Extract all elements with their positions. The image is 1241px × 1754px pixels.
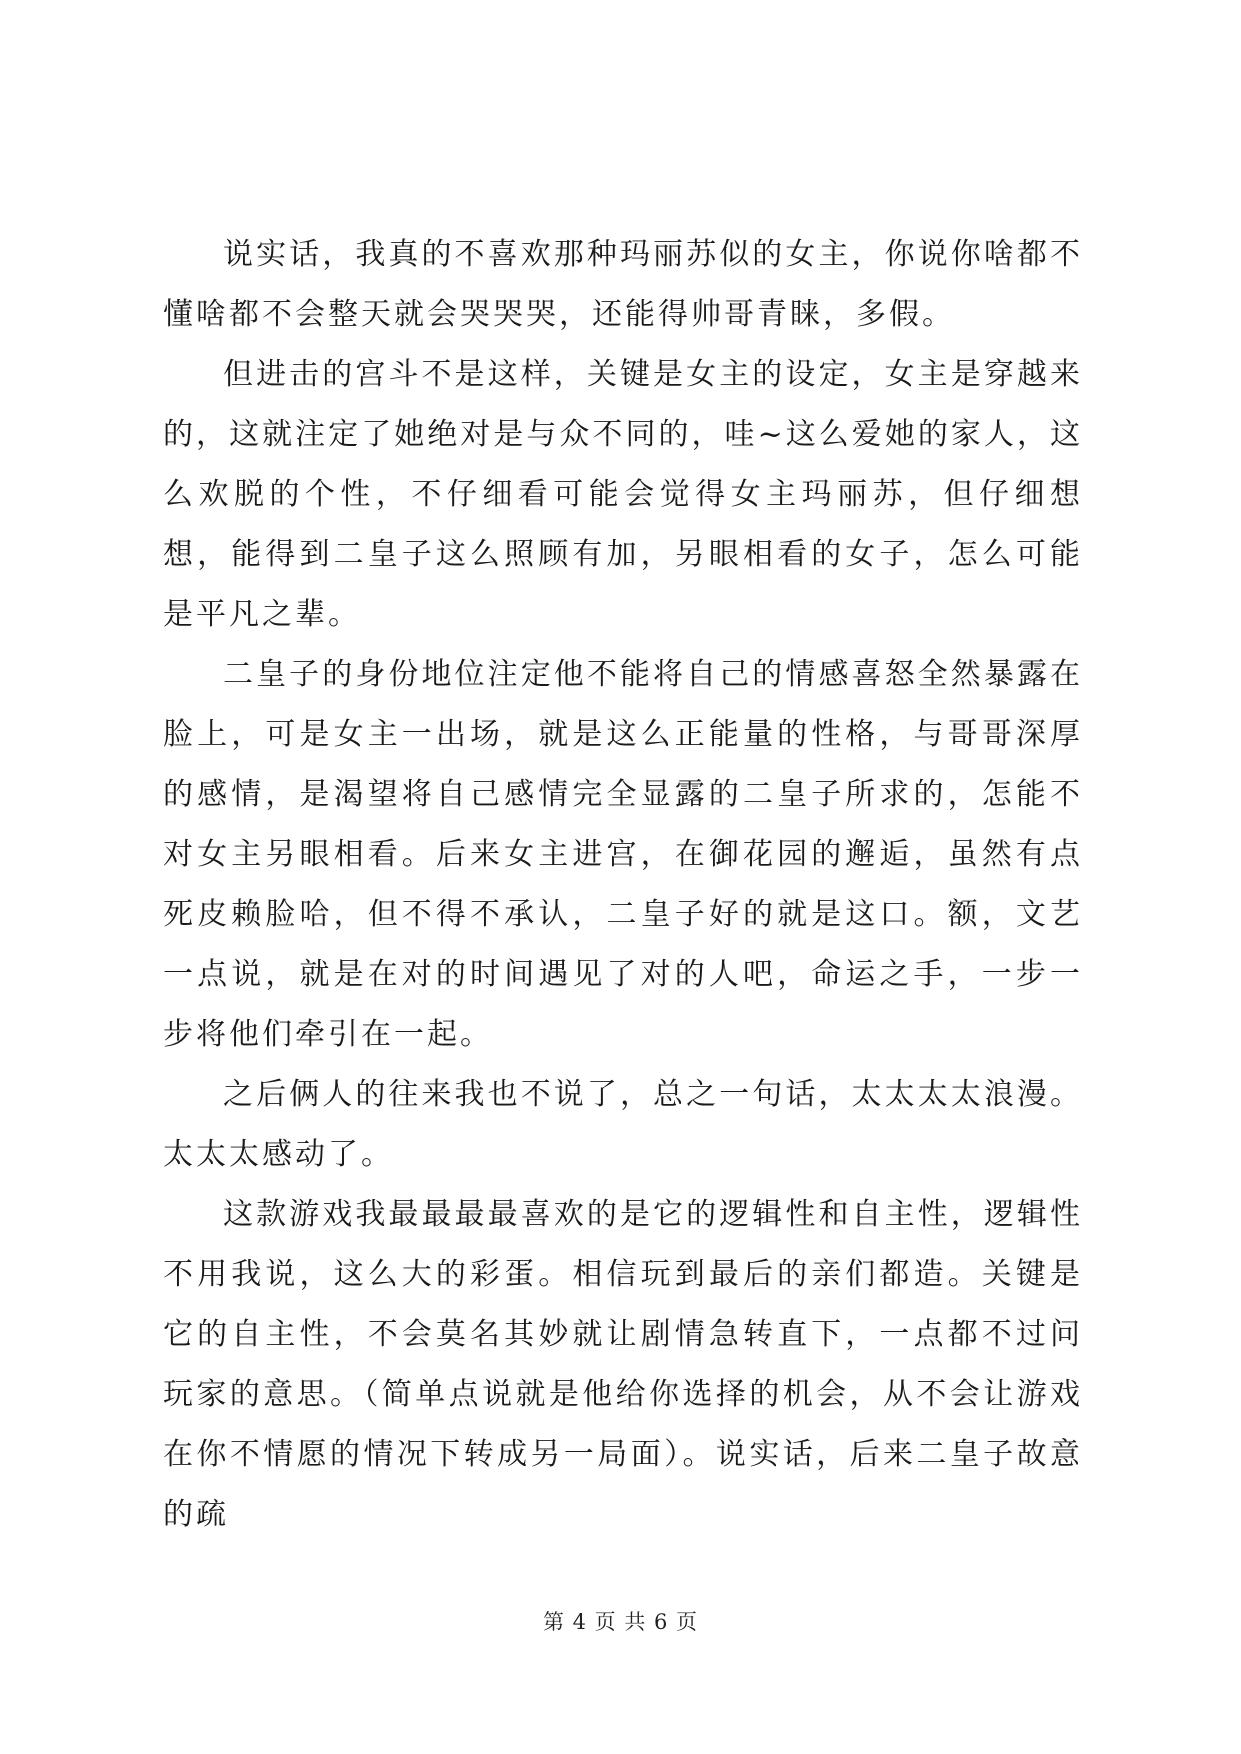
paragraph-3: 二皇子的身份地位注定他不能将自己的情感喜怒全然暴露在脸上，可是女主一出场，就是这么正能量的性格，与哥哥深厚的感情，是渴望将自己感情完全显露的二皇子所求的，怎能不对女主另眼相看。后来女主进宫，在御花园的邂逅，虽然有点死皮赖脸哈，但不得不承认，二皇子好的就是这口。额，文艺一点说，就是在对的时间遇见了对的人吧，命运之手，一步一步将他们牵引在一起。 [163, 657, 1083, 1052]
paragraph-4: 之后俩人的往来我也不说了，总之一句话，太太太太浪漫。太太太感动了。 [163, 1077, 1083, 1172]
paragraph-2: 但进击的宫斗不是这样，关键是女主的设定，女主是穿越来的，这就注定了她绝对是与众不同的，哇~这么爱她的家人，这么欢脱的个性，不仔细看可能会觉得女主玛丽苏，但仔细想想，能得到二皇子这么照顾有加，另眼相看的女子，怎么可能是平凡之辈。 [163, 357, 1083, 632]
page-number-footer: 第 4 页 共 6 页 [542, 1610, 699, 1634]
paragraph-5: 这款游戏我最最最最喜欢的是它的逻辑性和自主性，逻辑性不用我说，这么大的彩蛋。相信玩到最后的亲们都造。关键是它的自主性，不会莫名其妙就让剧情急转直下，一点都不过问玩家的意思。（简单点说就是他给你选择的机会，从不会让游戏在你不情愿的情况下转成另一局面）。说实话，后来二皇子故意的疏 [163, 1197, 1083, 1532]
article-body [163, 225, 1083, 1545]
paragraph-1: 说实话，我真的不喜欢那种玛丽苏似的女主，你说你啥都不懂啥都不会整天就会哭哭哭，还能得帅哥青睐，多假。 [163, 237, 1083, 332]
